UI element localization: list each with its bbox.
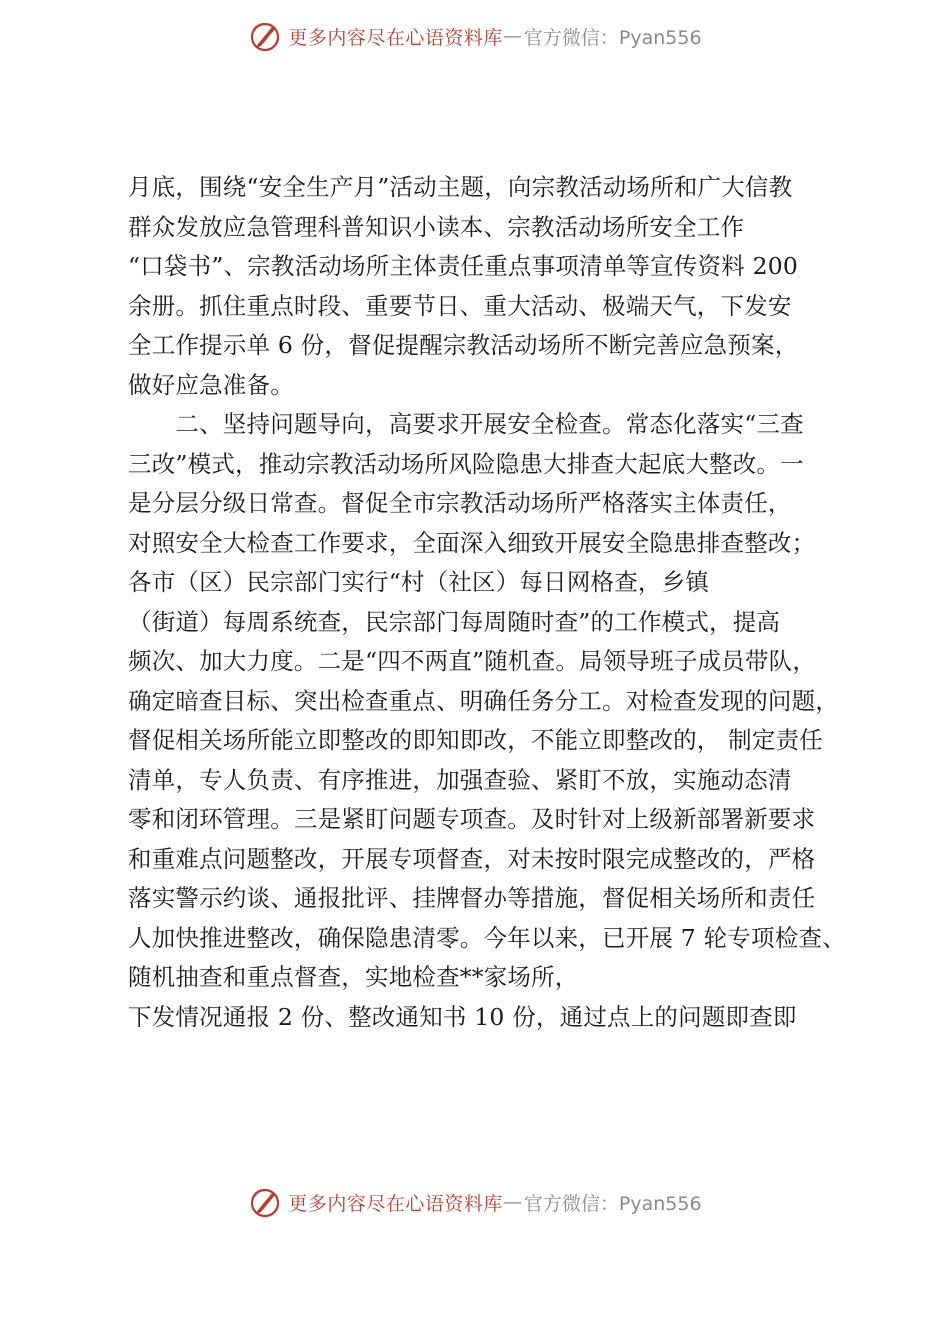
pen-in-circle-logo-icon bbox=[248, 19, 282, 53]
text-line: 下发情况通报 2 份、整改通知书 10 份，通过点上的问题即查即 bbox=[128, 1002, 797, 1031]
pen-in-circle-logo-icon bbox=[248, 1185, 282, 1219]
watermark-wechat-text: 官方微信：Pyan556 bbox=[523, 26, 702, 49]
watermark-main-text: 更多内容尽在心语资料库 bbox=[288, 26, 503, 49]
text-line: 余册。抓住重点时段、重要节日、重大活动、极端天气，下发安 bbox=[128, 291, 792, 320]
text-line: 是分层分级日常查。督促全市宗教活动场所严格落实主体责任， bbox=[128, 489, 792, 517]
text-line: 三改”模式，推动宗教活动场所风险隐患大排查大起底大整改。一 bbox=[128, 449, 804, 478]
text-line: 做好应急准备。 bbox=[128, 370, 294, 399]
text-line: 对照安全大检查工作要求，全面深入细致开展安全隐患排查整改； bbox=[128, 528, 816, 557]
text-line: 各市（区）民宗部门实行“村（社区）每日网格查，乡镇 bbox=[128, 568, 710, 596]
watermark-wechat-text: 官方微信：Pyan556 bbox=[523, 1192, 702, 1215]
text-line: 全工作提示单 6 份，督促提醒宗教活动场所不断完善应急预案， bbox=[128, 331, 799, 359]
text-line: 群众发放应急管理科普知识小读本、宗教活动场所安全工作 bbox=[128, 212, 745, 241]
text-line: 频次、加大力度。二是“四不两直”随机查。局领导班子成员带队， bbox=[128, 647, 817, 675]
text-line: 落实警示约谈、通报批评、挂牌督办等措施，督促相关场所和责任 bbox=[128, 884, 816, 912]
watermark-separator: — bbox=[502, 25, 522, 47]
text-line: 零和闭环管理。三是紧盯问题专项查。及时针对上级新部署新要求 bbox=[128, 805, 816, 833]
document-body bbox=[128, 168, 868, 1037]
watermark-separator: — bbox=[502, 1191, 522, 1213]
text-line: 和重难点问题整改，开展专项督查，对未按时限完成整改的，严格 bbox=[128, 844, 816, 873]
text-line: 人加快推进整改，确保隐患清零。今年以来，已开展 7 轮专项检查、 bbox=[128, 923, 846, 952]
watermark-main-text: 更多内容尽在心语资料库 bbox=[288, 1192, 503, 1215]
text-line: 二、坚持问题导向，高要求开展安全检查。常态化落实“三查 bbox=[128, 410, 804, 438]
text-line: 清单，专人负责、有序推进，加强查验、紧盯不放，实施动态清 bbox=[128, 765, 792, 794]
text-line: “口袋书”、宗教活动场所主体责任重点事项清单等宣传资料 200 bbox=[128, 252, 799, 280]
footer-watermark-banner bbox=[0, 1182, 950, 1222]
text-line: 随机抽查和重点督查，实地检查**家场所， bbox=[128, 963, 579, 991]
text-line: 督促相关场所能立即整改的即知即改，不能立即整改的， 制定责任 bbox=[128, 726, 823, 754]
text-line: （街道）每周系统查，民宗部门每周随时查”的工作模式，提高 bbox=[128, 607, 781, 636]
text-line: 确定暗查目标、突出检查重点、明确任务分工。对检查发现的问题， bbox=[128, 686, 839, 715]
header-watermark-banner bbox=[0, 16, 950, 56]
text-line: 月底，围绕“安全生产月”活动主题，向宗教活动场所和广大信教 bbox=[128, 173, 793, 201]
